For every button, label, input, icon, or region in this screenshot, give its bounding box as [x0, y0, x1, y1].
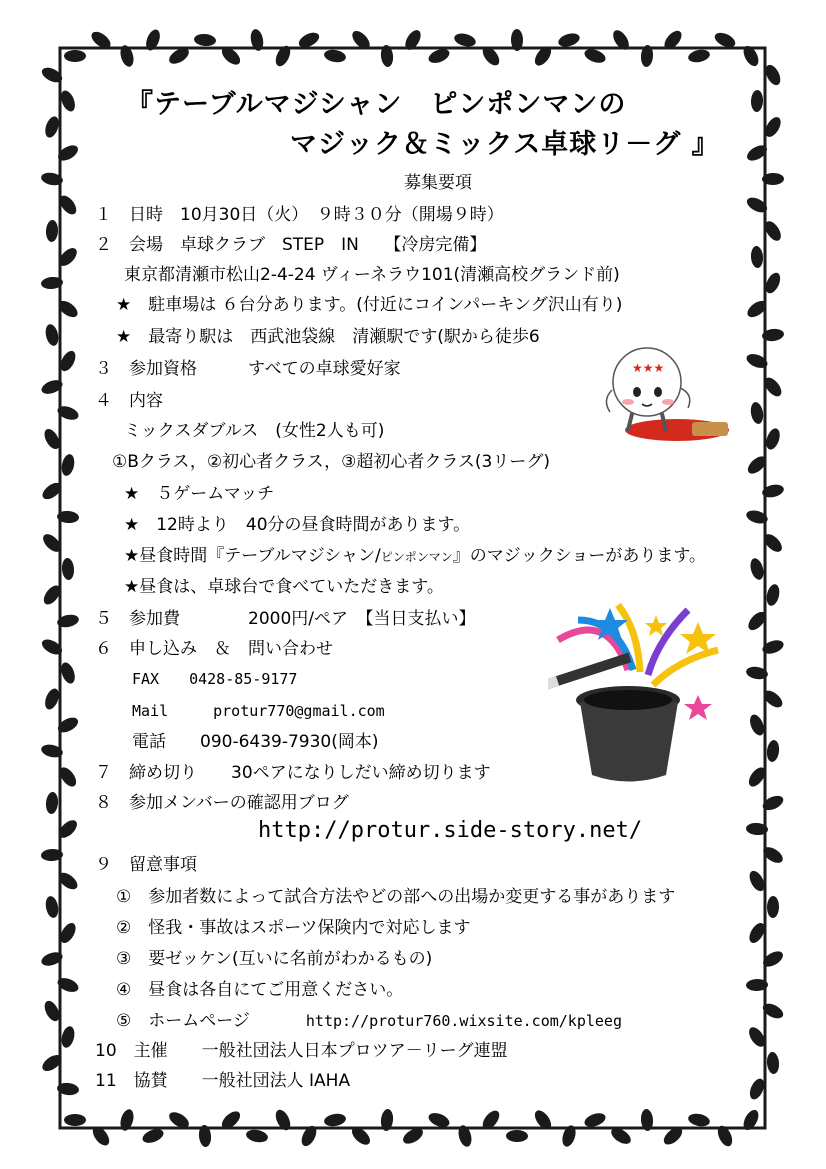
svg-text:★★★: ★★★ [632, 361, 665, 375]
pingpong-mascot-illustration [592, 340, 732, 450]
leaf-ornament [687, 1112, 711, 1128]
leaf-ornament [64, 50, 86, 62]
item-organizer: 10 主催 一般社団法人日本プロツア－リーグ連盟 [95, 1041, 508, 1061]
item-deadline: ７ 締め切り 30ペアになりしだい締め切ります [95, 763, 491, 783]
top-hat [580, 702, 678, 782]
content-lunch-place: ★昼食は、卓球台で食べていただきます。 [124, 577, 444, 597]
leaf-ornament [44, 323, 61, 347]
leaf-ornament [453, 31, 477, 48]
leaf-ornament [45, 792, 59, 815]
note-2: ② 怪我・事故はスポーツ保険内で対応します [116, 918, 471, 938]
leaf-ornament [750, 246, 764, 269]
leaf-ornament [323, 1112, 347, 1128]
leaf-ornament [60, 453, 76, 477]
note-5-label: ⑤ ホームページ [116, 1011, 250, 1031]
content-classes: ①Bクラス，②初心者クラス，③超初心者クラス(3リーグ) [112, 452, 550, 472]
leaf-ornament [506, 1130, 528, 1142]
leaf-ornament [557, 31, 582, 49]
magic-hat-illustration [548, 600, 728, 790]
leaf-ornament [764, 427, 783, 452]
contact-mail[interactable]: Mail protur770@gmail.com [132, 702, 385, 720]
leaf-ornament [61, 558, 75, 581]
paddle-handle [692, 422, 728, 436]
leaf-ornament [766, 739, 781, 762]
leaf-ornament [44, 895, 60, 919]
magic-wand [548, 653, 631, 690]
item-date: １ 日時 10月30日（火） ９時３０分（開場９時） [95, 205, 504, 225]
leaf-ornament [45, 220, 58, 243]
note-1: ① 参加者数によって試合方法やどの部への出場か変更する事があります [116, 887, 676, 907]
item-fee: ５ 参加費 2000円/ペア 【当日支払い】 [95, 609, 476, 629]
station-note: ★ 最寄り駅は 西武池袋線 清瀬駅です(駅から徒歩6 [116, 327, 540, 347]
contact-fax: FAX 0428-85-9177 [132, 670, 298, 688]
leaf-ornament [749, 401, 765, 425]
item-contact: ６ 申し込み ＆ 問い合わせ [95, 639, 333, 659]
item-eligibility: ３ 参加資格 すべての卓球愛好家 [95, 359, 401, 379]
homepage-url-link[interactable]: http://protur760.wixsite.com/kpleeg [305, 1012, 622, 1030]
note-4: ④ 昼食は各自にてご用意ください。 [116, 980, 404, 1000]
title-line-1: 『テーブルマジシャン ピンポンマンの [126, 89, 627, 120]
title-line-2: マジック＆ミックス卓球リ－グ 』 [290, 129, 720, 160]
content-5game: ★ ５ゲームマッチ [124, 484, 275, 504]
item-content: ４ 内容 [95, 391, 163, 411]
leaf-ornament [766, 1052, 780, 1075]
subtitle: 募集要項 [404, 173, 472, 193]
leaf-ornament [43, 115, 62, 140]
item-venue: ２ 会場 卓球クラブ STEP IN 【冷房完備】 [95, 235, 487, 255]
blog-url-link[interactable]: http://protur.side-story.net/ [258, 818, 643, 843]
venue-address: 東京都清瀬市松山2-4-24 ヴィーネラウ101(清瀬高校グランド前) [124, 265, 620, 285]
parking-note: ★ 駐車場は ６台分あります。(付近にコインパーキング沢山有り) [116, 295, 623, 315]
item-sponsor: 11 協賛 一般社団法人 IAHA [95, 1071, 351, 1091]
leaf-ornament [60, 1025, 77, 1049]
leaf-ornament [765, 583, 782, 607]
leaf-ornament [323, 48, 347, 64]
note-3: ③ 要ゼッケン(互いに名前がわかるもの) [116, 949, 433, 969]
leaf-ornament [245, 1128, 269, 1144]
leaf-ornament [767, 896, 779, 918]
leaf-ornament [751, 90, 764, 112]
leaf-ornament [748, 557, 766, 581]
note-5 [116, 1010, 622, 1032]
leaf-ornament [64, 1114, 86, 1126]
item-blog: ８ 参加メンバーの確認用ブログ [95, 793, 349, 813]
content-mixed-doubles: ミックスダブルス (女性2人も可) [124, 421, 385, 441]
item-notes: ９ 留意事項 [95, 855, 197, 875]
content-lunch-time: ★ 12時より 40分の昼食時間があります。 [124, 515, 471, 535]
contact-phone: 電話 090-6439-7930(岡本) [132, 732, 379, 752]
content-magic-show: ★昼食時間『テーブルマジシャン/ピンポンマン』のマジックショーがあります。 [124, 546, 707, 566]
leaf-ornament [687, 48, 711, 64]
leaf-ornament [194, 33, 217, 47]
